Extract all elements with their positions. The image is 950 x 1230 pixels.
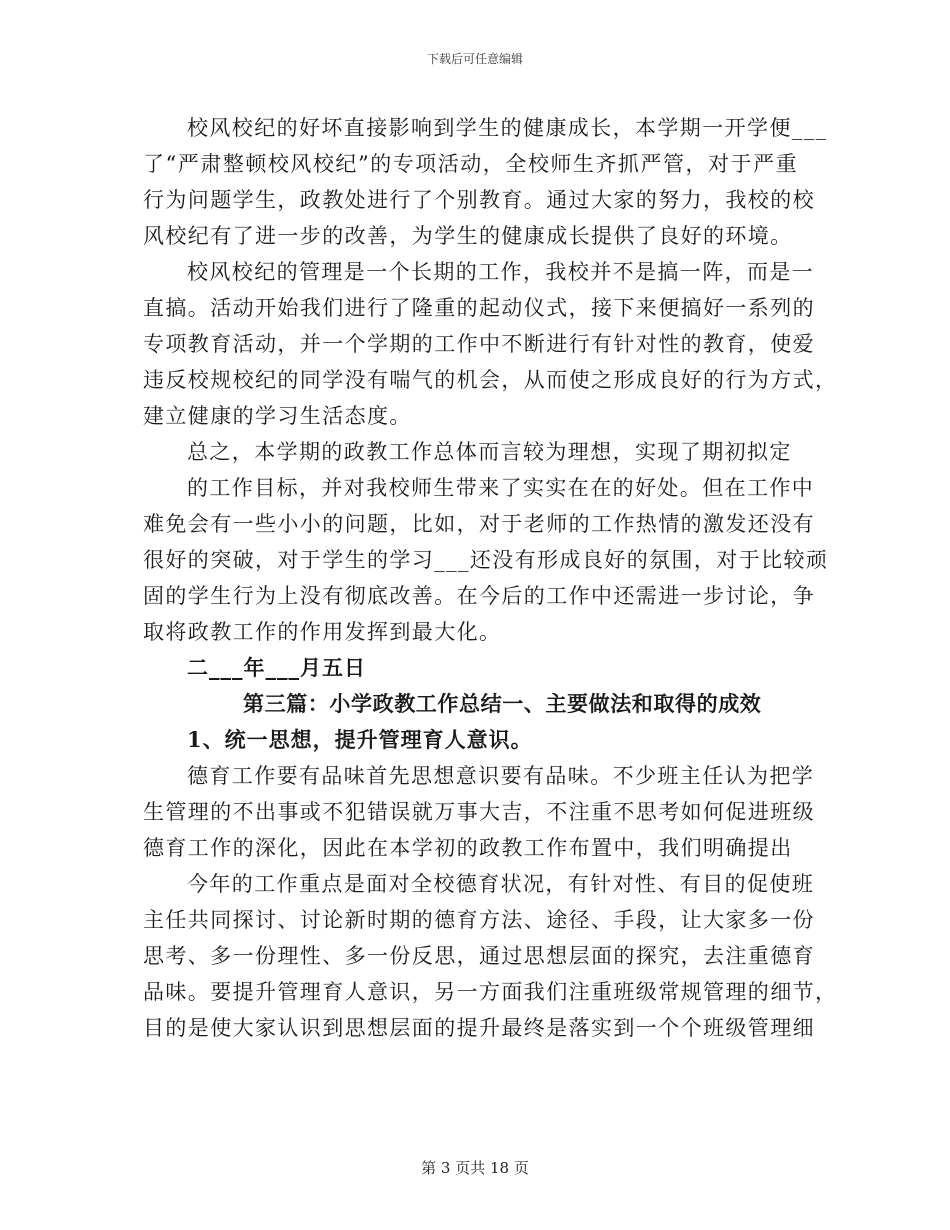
text-line: 目的是使大家认识到思想层面的提升最终是落实到一个个班级管理细 — [143, 1016, 815, 1040]
text-line: 违反校规校纪的同学没有喘气的机会，从而使之形成良好的行为方式， — [143, 368, 838, 392]
text-line: 行为问题学生，政教处进行了个别教育。通过大家的努力，我校的校 — [143, 188, 815, 212]
text-line: 很好的突破，对于学生的学习___还没有形成良好的氛围，对于比较顽 — [143, 548, 829, 572]
text-line: 品味。要提升管理育人意识，另一方面我们注重班级常规管理的细节， — [143, 980, 838, 1004]
text-line: 1、统一思想，提升管理育人意识。 — [187, 727, 533, 752]
text-line: 了“严肃整顿校风校纪”的专项活动，全校师生齐抓严管，对于严重 — [143, 152, 798, 176]
text-line: 校风校纪的好坏直接影响到学生的健康成长，本学期一开学便___ — [187, 116, 828, 140]
page-number-footer: 第 3 页共 18 页 — [421, 1159, 529, 1177]
text-line: 难免会有一些小小的问题，比如，对于老师的工作热情的激发还没有 — [143, 512, 815, 536]
text-line: 总之，本学期的政教工作总体而言较为理想，实现了期初拟定 — [187, 440, 792, 464]
text-line: 直搞。活动开始我们进行了隆重的起动仪式，接下来便搞好一系列的 — [143, 296, 815, 320]
page-header-note: 下载后可任意编辑 — [426, 52, 523, 66]
text-line: 的工作目标，并对我校师生带来了实实在在的好处。但在工作中 — [187, 476, 815, 500]
text-line: 固的学生行为上没有彻底改善。在今后的工作中还需进一步讨论，争 — [143, 584, 815, 608]
text-line: 生管理的不出事或不犯错误就万事大吉，不注重不思考如何促进班级 — [143, 800, 815, 824]
text-line: 建立健康的学习生活态度。 — [143, 404, 412, 428]
text-line: 思考、多一份理性、多一份反思，通过思想层面的探究，去注重德育 — [143, 944, 815, 968]
text-line: 主任共同探讨、讨论新时期的德育方法、途径、手段，让大家多一份 — [143, 908, 815, 932]
text-line: 今年的工作重点是面对全校德育状况，有针对性、有目的促使班 — [187, 872, 815, 896]
document-body — [143, 110, 838, 1046]
text-line: 取将政教工作的作用发挥到最大化。 — [143, 620, 502, 644]
text-line: 校风校纪的管理是一个长期的工作，我校并不是搞一阵，而是一 — [187, 260, 815, 284]
text-line: 风校纪有了进一步的改善，为学生的健康成长提供了良好的环境。 — [143, 224, 793, 248]
text-line: 专项教育活动，并一个学期的工作中不断进行有针对性的教育，使爱 — [143, 332, 815, 356]
text-line: 德育工作要有品味首先思想意识要有品味。不少班主任认为把学 — [187, 764, 815, 788]
text-line: 第三篇：小学政教工作总结一、主要做法和取得的成效 — [243, 691, 762, 716]
text-line: 二___年___月五日 — [187, 655, 366, 680]
text-line: 德育工作的深化，因此在本学初的政教工作布置中，我们明确提出 — [143, 836, 793, 860]
